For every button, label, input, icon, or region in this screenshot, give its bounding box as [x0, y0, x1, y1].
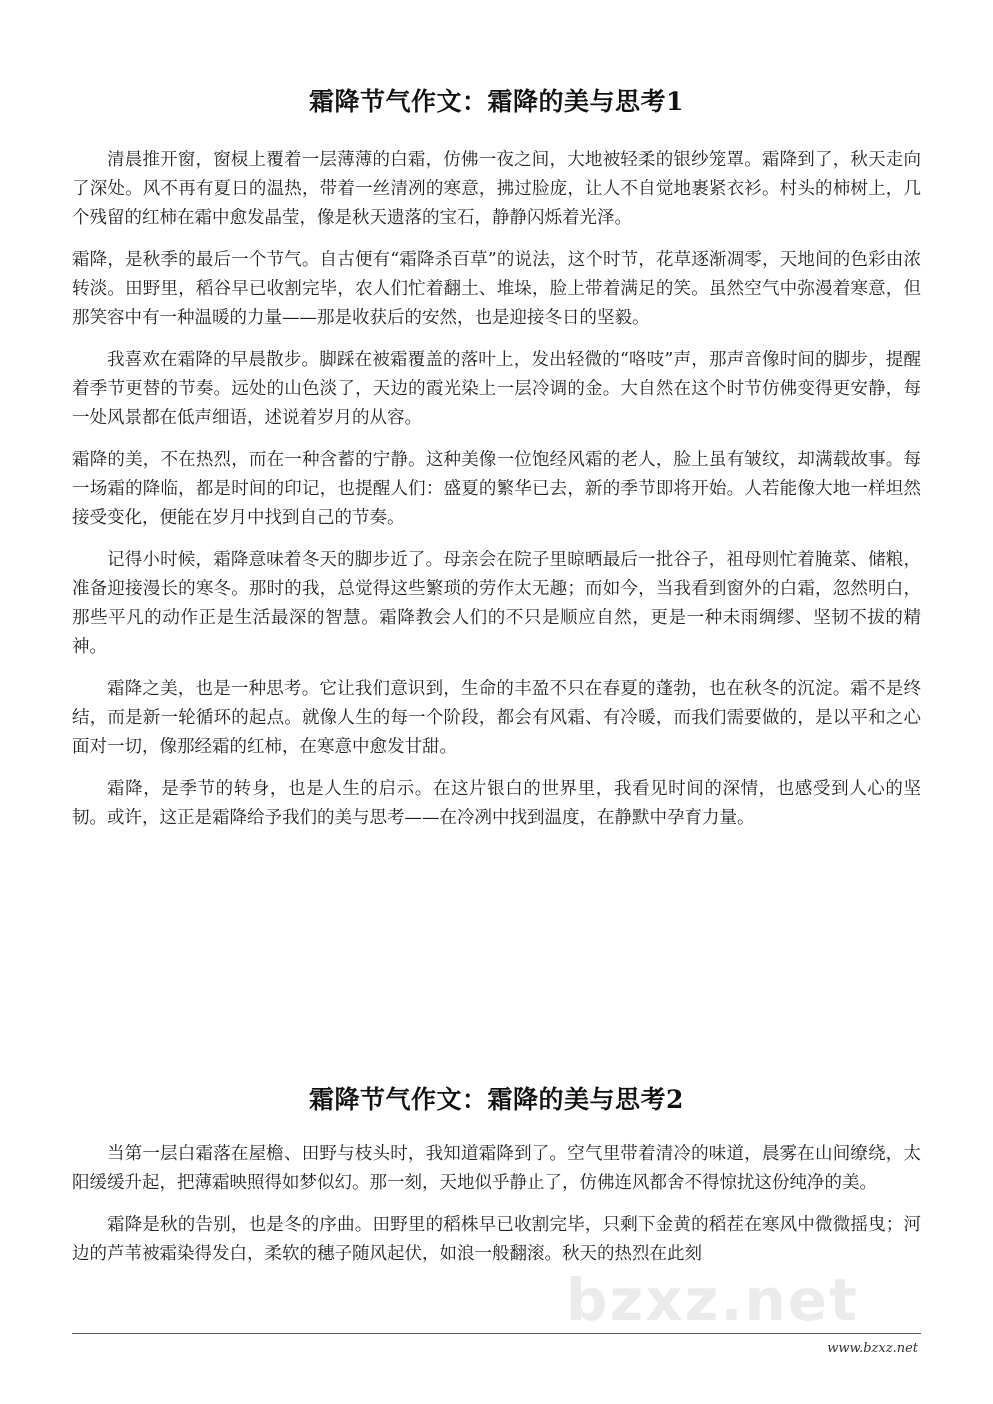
- footer-url: www.bzxz.net: [827, 1341, 918, 1356]
- article-1-paragraph-4: 霜降的美，不在热烈，而在一种含蓄的宁静。这种美像一位饱经风霜的老人，脸上虽有皱纹，却满载故事。每一场霜的降临，都是时间的印记，也提醒人们：盛夏的繁华已去，新的季节即将开始。人若能像大地一样坦然接受变化，便能在岁月中找到自己的节奏。: [72, 450, 921, 528]
- article-1-paragraph-7: 霜降，是季节的转身，也是人生的启示。在这片银白的世界里，我看见时间的深情，也感受到人心的坚韧。或许，这正是霜降给予我们的美与思考——在冷冽中找到温度，在静默中孕育力量。: [72, 779, 921, 828]
- article-body-2: [72, 1140, 921, 1282]
- article-1-paragraph-2: 霜降，是秋季的最后一个节气。自古便有“霜降杀百草”的说法，这个时节，花草逐渐凋零，天地间的色彩由浓转淡。田野里，稻谷早已收割完毕，农人们忙着翻土、堆垛，脸上带着满足的笑。虽然空气中弥漫着寒意，但那笑容中有一种温暖的力量——那是收获后的安然，也是迎接冬日的坚毅。: [72, 250, 921, 328]
- article-1-paragraph-3: 我喜欢在霜降的早晨散步。脚踩在被霜覆盖的落叶上，发出轻微的“咯吱”声，那声音像时间的脚步，提醒着季节更替的节奏。远处的山色淡了，天边的霞光染上一层冷调的金。大自然在这个时节仿佛变得更安静，每一处风景都在低声细语，述说着岁月的从容。: [72, 350, 921, 428]
- footer-divider: [72, 1333, 921, 1334]
- article-1-paragraph-5: 记得小时候，霜降意味着冬天的脚步近了。母亲会在院子里晾晒最后一批谷子，祖母则忙着腌菜、储粮，准备迎接漫长的寒冬。那时的我，总觉得这些繁琐的劳作太无趣；而如今，当我看到窗外的白霜，忽然明白，那些平凡的动作正是生活最深的智慧。霜降教会人们的不只是顺应自然，更是一种未雨绸缪、坚韧不拔的精神。: [72, 550, 921, 657]
- article-1-paragraph-1: 清晨推开窗，窗棂上覆着一层薄薄的白霜，仿佛一夜之间，大地被轻柔的银纱笼罩。霜降到了，秋天走向了深处。风不再有夏日的温热，带着一丝清冽的寒意，拂过脸庞，让人不自觉地裹紧衣衫。村头的柿树上，几个残留的红柿在霜中愈发晶莹，像是秋天遗落的宝石，静静闪烁着光泽。: [72, 150, 921, 228]
- article-title-2: 霜降节气作文：霜降的美与思考2: [309, 1085, 684, 1114]
- site-watermark: bzxz.net: [566, 1266, 859, 1334]
- document-page: [72, 0, 921, 1404]
- article-1-paragraph-6: 霜降之美，也是一种思考。它让我们意识到，生命的丰盈不只在春夏的蓬勃，也在秋冬的沉淀。霜不是终结，而是新一轮循环的起点。就像人生的每一个阶段，都会有风霜、有冷暖，而我们需要做的，是以平和之心面对一切，像那经霜的红柿，在寒意中愈发甘甜。: [72, 679, 921, 757]
- article-body-1: [72, 146, 921, 846]
- article-2-paragraph-2: 霜降是秋的告别，也是冬的序曲。田野里的稻株早已收割完毕，只剩下金黄的稻茬在寒风中微微摇曳；河边的芦苇被霜染得发白，柔软的穗子随风起伏，如浪一般翻滚。秋天的热烈在此刻: [72, 1215, 921, 1264]
- article-2-paragraph-1: 当第一层白霜落在屋檐、田野与枝头时，我知道霜降到了。空气里带着清冷的味道，晨雾在山间缭绕，太阳缓缓升起，把薄霜映照得如梦似幻。那一刻，天地似乎静止了，仿佛连风都舍不得惊扰这份纯净的美。: [72, 1144, 921, 1193]
- article-title-1: 霜降节气作文：霜降的美与思考1: [309, 87, 684, 116]
